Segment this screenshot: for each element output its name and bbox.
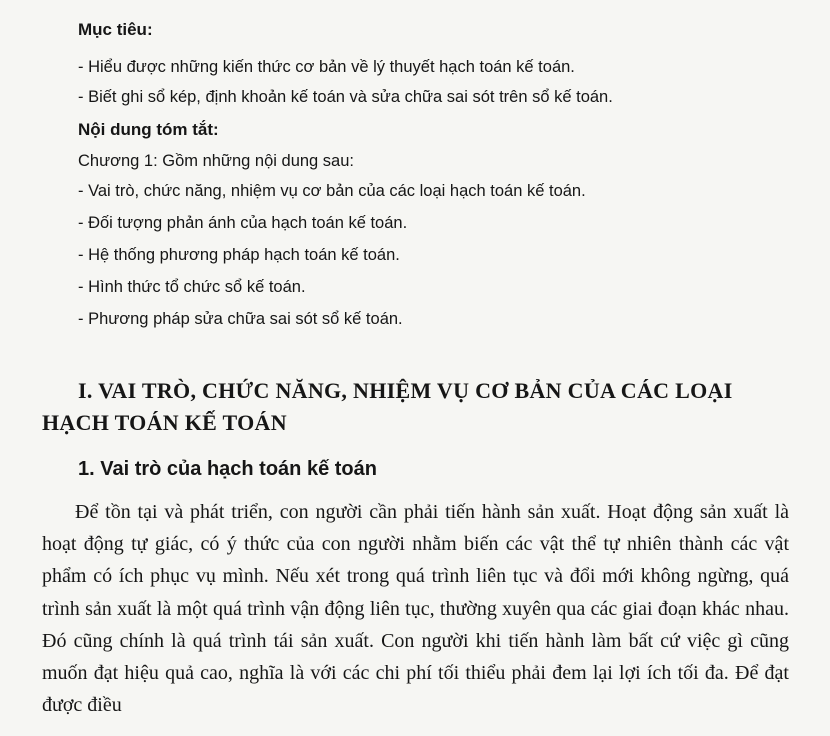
objectives-title: Mục tiêu: [78,20,153,39]
chapter-intro: Chương 1: Gồm những nội dung sau: [78,152,354,170]
body-paragraph: Để tồn tại và phát triển, con người cần phải tiến hành sản xuất. Hoạt động sản xuất là hoạt động tự giác, có ý thức của con người nhằm biến các vật thể tự nhiên thành các vật phẩm có ích phục vụ mình. Nếu xét trong quá trình liên tục và đổi mới không ngừng, quá trình sản xuất là một quá trình vận động liên tục, thường xuyên qua các giai đoạn khác nhau. Đó cũng chính là quá trình tái sản xuất. Con người khi tiến hành làm bất cứ việc gì cũng muốn đạt hiệu quả cao, nghĩa là với các chi phí tối thiểu phải đem lại lợi ích tối đa. Để đạt được điều [42,501,789,717]
section-heading-line-2: HẠCH TOÁN KẾ TOÁN [42,410,287,435]
section-heading-line-1: I. VAI TRÒ, CHỨC NĂNG, NHIỆM VỤ CƠ BẢN CỦA CÁC LOẠI [78,378,733,403]
summary-item: - Hệ thống phương pháp hạch toán kế toán. [78,246,400,264]
summary-item: - Vai trò, chức năng, nhiệm vụ cơ bản của các loại hạch toán kế toán. [78,182,586,200]
summary-item: - Đối tượng phản ánh của hạch toán kế toán. [78,214,408,232]
objective-item: - Biết ghi sổ kép, định khoản kế toán và sửa chữa sai sót trên sổ kế toán. [78,88,613,106]
summary-title: Nội dung tóm tắt: [78,120,219,139]
summary-item: - Hình thức tổ chức sổ kế toán. [78,278,306,296]
summary-item: - Phương pháp sửa chữa sai sót sổ kế toán. [78,310,403,328]
objective-item: - Hiểu được những kiến thức cơ bản về lý thuyết hạch toán kế toán. [78,58,575,76]
subsection-heading: 1. Vai trò của hạch toán kế toán [78,458,377,480]
